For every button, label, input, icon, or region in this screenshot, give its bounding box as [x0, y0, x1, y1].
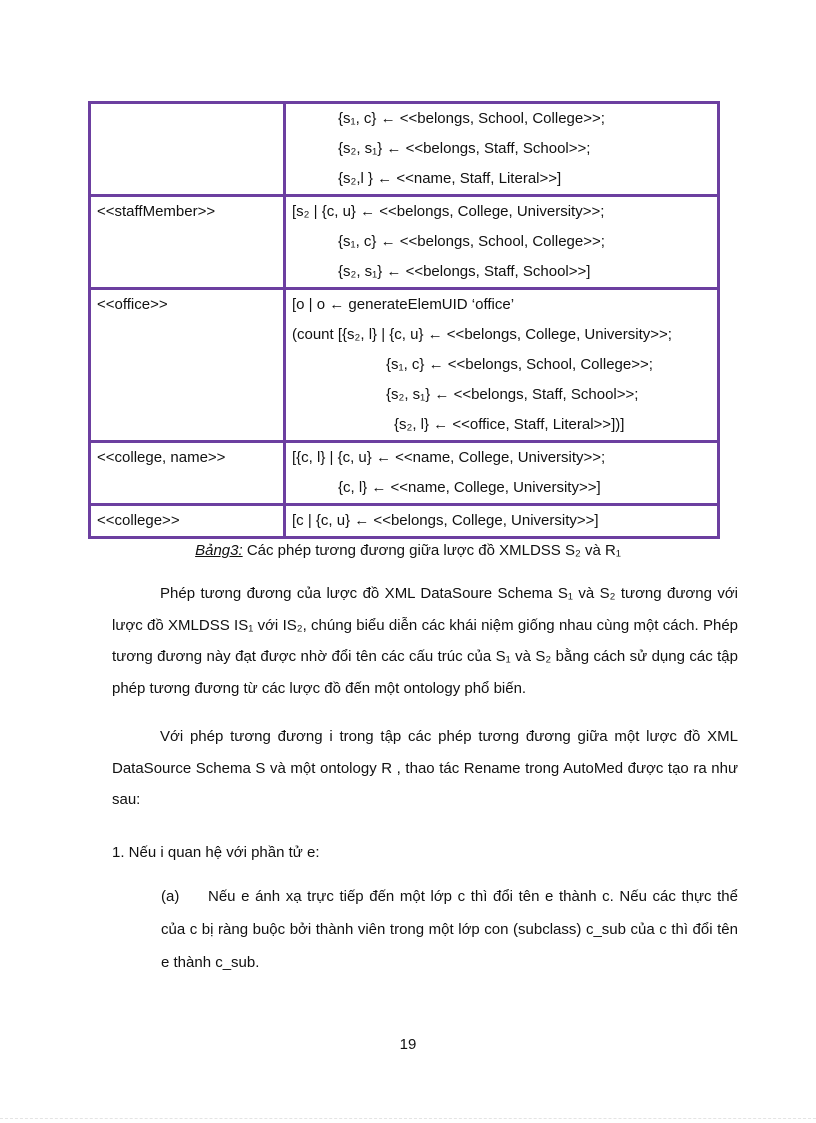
- page-number: 19: [399, 1036, 417, 1053]
- query-line: [o | o ← generateElemUID ‘office’: [292, 296, 515, 313]
- paragraph-1: Phép tương đương của lược đồ XML DataSoure Schema S₁ và S₂ tương đương với lược đồ XMLDSS IS₁ với IS₂, chúng biểu diễn các khái niệm giống nhau cùng một cách. Phép tương đương này đạt được nhờ đổi tên các cấu trúc của S₁ và S₂ bằng cách sử dụng các tập phép tương đương từ các lược đồ đến một ontology phổ biến.: [112, 585, 738, 697]
- query-line: {s₂, l} ← <<office, Staff, Literal>>])]: [394, 416, 625, 433]
- query-line: {s₂, s₁} ← <<belongs, Staff, School>>]: [338, 263, 591, 280]
- query-line: (count [{s₂, l} | {c, u} ← <<belongs, College, University>>;: [292, 326, 672, 343]
- table-row: [90, 289, 719, 442]
- table-row: [90, 505, 719, 538]
- sub-item-a: [161, 880, 738, 979]
- table-cell-query: [285, 103, 719, 196]
- table-row: [90, 103, 719, 196]
- sub-item-marker: (a): [161, 888, 180, 905]
- table-cell-query: [285, 196, 719, 289]
- table-cell-construct: [90, 103, 285, 196]
- query-line: {s₂,l } ← <<name, Staff, Literal>>]: [338, 170, 562, 187]
- paragraph-2: Với phép tương đương i trong tập các phép tương đương giữa một lược đồ XML DataSource Schema S và một ontology R , thao tác Rename trong AutoMed được tạo ra như sau:: [112, 728, 738, 808]
- table-cell-query: [285, 505, 719, 538]
- sub-item-text: Nếu e ánh xạ trực tiếp đến một lớp c thì đổi tên e thành c. Nếu các thực thể của c bị ràng buộc bởi thành viên trong một lớp con (subclass) c_sub của c thì đổi tên e thành c_sub.: [161, 888, 738, 971]
- table-cell-construct: <<staffMember>>: [90, 196, 285, 289]
- table-cell-query: [285, 442, 719, 505]
- query-line: {s₂, s₁} ← <<belongs, Staff, School>>;: [386, 386, 639, 403]
- table-cell-construct: <<college>>: [90, 505, 285, 538]
- list-item-1: 1. Nếu i quan hệ với phần tử e:: [112, 844, 320, 861]
- caption-label: Bảng3:: [195, 542, 243, 559]
- table-row: [90, 196, 719, 289]
- query-line: {s₂, s₁} ← <<belongs, Staff, School>>;: [338, 140, 591, 157]
- page-edge-divider: [0, 1118, 816, 1119]
- query-line: [{c, l} | {c, u} ← <<name, College, University>>;: [292, 449, 606, 466]
- query-line: [s₂ | {c, u} ← <<belongs, College, University>>;: [292, 203, 605, 220]
- table-caption: [0, 542, 816, 559]
- query-line: {s₁, c} ← <<belongs, School, College>>;: [338, 110, 605, 127]
- query-line: [c | {c, u} ← <<belongs, College, University>>]: [292, 512, 599, 529]
- query-line: {s₁, c} ← <<belongs, School, College>>;: [338, 233, 605, 250]
- table-cell-query: [285, 289, 719, 442]
- table-cell-construct: <<college, name>>: [90, 442, 285, 505]
- table-row: [90, 442, 719, 505]
- table-cell-construct: <<office>>: [90, 289, 285, 442]
- query-line: {c, l} ← <<name, College, University>>]: [338, 479, 601, 496]
- caption-text: Các phép tương đương giữa lược đồ XMLDSS S₂ và R₁: [242, 542, 621, 559]
- query-line: {s₁, c} ← <<belongs, School, College>>;: [386, 356, 653, 373]
- mapping-table: [88, 101, 720, 539]
